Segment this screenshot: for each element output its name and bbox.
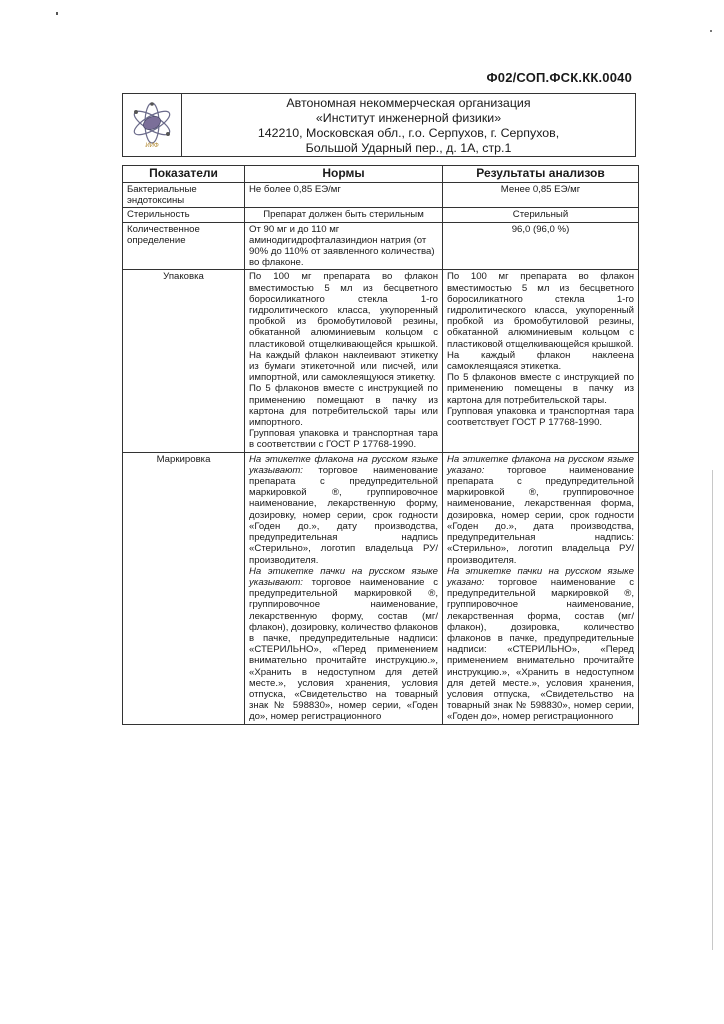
table-header-row: [123, 166, 639, 183]
table-row: [123, 270, 639, 452]
result-marking-p1: [447, 454, 634, 566]
header-results: Результаты анализов: [443, 166, 639, 183]
svg-text:ИИФ: ИИФ: [145, 143, 159, 149]
result-marking: [443, 452, 639, 724]
org-line-3: 142210, Московская обл., г.о. Серпухов, г. Серпухов,: [257, 126, 560, 140]
table-row: [123, 208, 639, 222]
row-label-quantification: Количественное определение: [123, 222, 245, 270]
row-label-packaging: Упаковка: [123, 270, 245, 452]
result-sterility: Стерильный: [443, 208, 639, 222]
result-marking-pack-heading: На этикетке пачки на русском языке указано:: [447, 565, 634, 588]
norm-packaging: [245, 270, 443, 452]
norm-marking-p2: [249, 566, 438, 723]
org-line-1: Автономная некоммерческая организация: [286, 96, 531, 110]
result-marking-pack-text: торговое наименование с предупредительной маркировкой ®, группировочное наименование, лекарственная форма, состав (мг/флакон), дозировка, количество флаконов в пачке, предупредительные надписи: «СТЕРИЛЬНО», «Перед применением внимательно прочитайте инструкцию.», «Хранить в недоступном для детей месте.», условия хранения, условия отпуска, «Свидетельство на товарный знак № 598830», номер серии, «Годен до», номер регистрационного: [447, 576, 634, 723]
header-indicators: Показатели: [123, 166, 245, 183]
result-marking-p2: [447, 566, 634, 723]
result-marking-vial-heading: На этикетке флакона на русском языке указано:: [447, 453, 634, 476]
scan-edge-line: [712, 470, 713, 950]
result-packaging-p4: Групповая упаковка и транспортная тара соответствует ГОСТ Р 17768-1990.: [447, 405, 634, 429]
norm-packaging-p1: По 100 мг препарата во флакон вместимостью 5 мл из бесцветного боросиликатного стекла 1-го гидролитического класса, укупоренный пробкой из бромобутиловой резины, обкатанной алюминиевым кольцом с пластиковой отщелкивающейся крышкой. На каждый флакон наклеивают этикетку из бумаги этикеточной или писчей, или импортной, или самоклеящуюся этикетку.: [249, 271, 438, 384]
result-packaging-p1: По 100 мг препарата во флакон вместимостью 5 мл из бесцветного боросиликатного стекла 1-го гидролитического класса, укупоренный пробкой из бромобутиловой резины, обкатанной алюминиевым кольцом с пластиковой отщелкивающейся крышкой.: [447, 271, 634, 350]
result-endotoxins: Менее 0,85 ЕЭ/мг: [443, 183, 639, 208]
norm-marking: [245, 452, 443, 724]
result-packaging: [443, 270, 639, 452]
scan-speck: [710, 30, 712, 32]
norm-marking-pack-heading: На этикетке пачки на русском языке указывают:: [249, 565, 438, 588]
organization-details: [182, 94, 635, 156]
norm-packaging-p3: Групповая упаковка и транспортная тара в соответствии с ГОСТ Р 17768-1990.: [249, 428, 438, 451]
norm-marking-vial-text: торговое наименование препарата с предупредительной маркировкой ®, группировочное наименование, лекарственную форму, дозировку, номер серии, срок годности «Годен до.», дату производства, предупредительная надпись «Стерильно», логотип владельца РУ/производителя.: [249, 464, 438, 566]
document-code: Ф02/СОП.ФСК.КК.0040: [486, 70, 632, 85]
org-line-4: Большой Ударный пер., д. 1А, стр.1: [305, 141, 512, 155]
row-label-sterility: Стерильность: [123, 208, 245, 222]
organization-header: [122, 93, 636, 157]
norm-quantification: От 90 мг и до 110 мг аминодигидрофталазиндион натрия (от 90% до 110% от заявленного количества) во флаконе.: [245, 222, 443, 270]
table-row: [123, 452, 639, 724]
result-marking-vial-text: торговое наименование препарата с предупредительной маркировкой ®, группировочное наименование, лекарственная форма, дозировка, номер серии, срок годности «Годен до.», дата производства, предупредительная надпись: «Стерильно», логотип владельца РУ/производителя.: [447, 464, 634, 566]
norm-marking-pack-text: торговое наименование с предупредительной маркировкой ®, группировочное наименование, лекарственную форму, состав (мг/флакон), дозировку, количество флаконов в пачке, предупредительные надписи: «СТЕРИЛЬНО», «Перед применением внимательно прочитайте инструкцию.», «Хранить в недоступном для детей месте.», условия хранения, условия отпуска, «Свидетельство на товарный знак № 598830», номер серии, «Годен до», номер регистрационного: [249, 576, 438, 723]
norm-packaging-p2: По 5 флаконов вместе с инструкцией по применению помещают в пачку из картона для потребительской тары или импортного.: [249, 383, 438, 429]
table-row: [123, 222, 639, 270]
result-packaging-p2: На каждый флакон наклеена самоклеящаяся этикетка.: [447, 349, 634, 373]
analysis-table: [122, 165, 639, 725]
norm-marking-vial-heading: На этикетке флакона на русском языке указывают:: [249, 453, 438, 476]
atom-logo-icon: [127, 99, 177, 151]
norm-endotoxins: Не более 0,85 ЕЭ/мг: [245, 183, 443, 208]
org-line-2: «Институт инженерной физики»: [315, 111, 502, 125]
organization-logo: [123, 94, 182, 156]
header-norms: Нормы: [245, 166, 443, 183]
result-quantification: 96,0 (96,0 %): [443, 222, 639, 270]
norm-marking-p1: [249, 454, 438, 566]
result-packaging-p3: По 5 флаконов вместе с инструкцией по применению помещены в пачку из картона для потребительской тары.: [447, 372, 634, 406]
table-row: [123, 183, 639, 208]
norm-sterility: Препарат должен быть стерильным: [245, 208, 443, 222]
scan-speck: [56, 12, 58, 15]
row-label-marking: Маркировка: [123, 452, 245, 724]
row-label-endotoxins: Бактериальные эндотоксины: [123, 183, 245, 208]
